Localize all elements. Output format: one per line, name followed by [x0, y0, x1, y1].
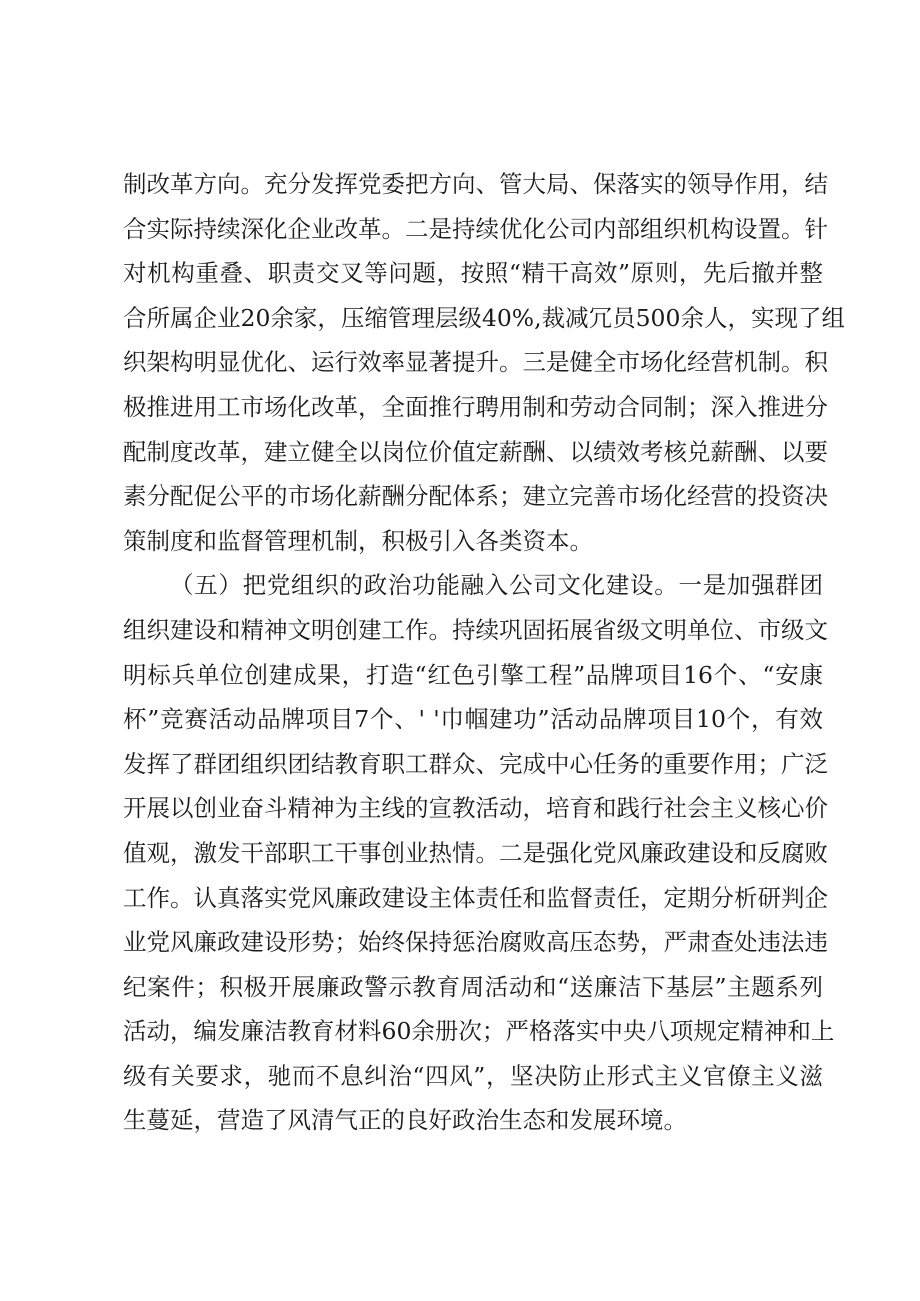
text-line: 极推进用工市场化改革，全面推行聘用制和劳动合同制；深入推进分	[123, 392, 828, 421]
text-line: 策制度和监督管理机制，积极引入各类资本。	[123, 526, 593, 555]
text-line: 开展以创业奋斗精神为主线的宣教活动，培育和践行社会主义核心价	[123, 794, 828, 823]
paragraph-1	[123, 162, 845, 563]
text-line: 发挥了群团组织团结教育职工群众、完成中心任务的重要作用；广泛	[123, 749, 828, 778]
text-line: 组织建设和精神文明创建工作。持续巩固拓展省级文明单位、市级文	[123, 615, 828, 644]
text-line: 值观，激发干部职工干事创业热情。二是强化党风廉政建设和反腐败	[123, 838, 828, 867]
text-line: 合实际持续深化企业改革。二是持续优化公司内部组织机构设置。针	[123, 214, 828, 243]
text-line: 织架构明显优化、运行效率显著提升。三是健全市场化经营机制。积	[123, 348, 828, 377]
text-line: 业党风廉政建设形势；始终保持惩治腐败高压态势，严肃查处违法违	[123, 928, 828, 957]
text-line: 活动，编发廉洁教育材料60余册次；严格落实中央八项规定精神和上	[123, 1017, 835, 1046]
text-line: 制改革方向。充分发挥党委把方向、管大局、保落实的领导作用，结	[123, 170, 828, 198]
text-line: 生蔓延，营造了风清气正的良好政治生态和发展环境。	[123, 1106, 687, 1135]
text-line: 纪案件；积极开展廉政警示教育周活动和“送廉洁下基层”主题系列	[123, 972, 823, 1001]
paragraph-2	[123, 563, 835, 1143]
text-line: 配制度改革，建立健全以岗位价值定薪酬、以绩效考核兑薪酬、以要	[123, 437, 828, 466]
text-line: 素分配促公平的市场化薪酬分配体系；建立完善市场化经营的投资决	[123, 482, 828, 511]
text-line: 对机构重叠、职责交叉等问题，按照“精干高效”原则，先后撤并整	[123, 259, 823, 288]
text-line: 明标兵单位创建成果，打造“红色引擎工程”品牌项目16个、“安康	[123, 660, 823, 689]
text-line: 杯”竞赛活动品牌项目7个、' '巾帼建功”活动品牌项目10个，有效	[123, 705, 823, 734]
section-heading-line: （五）把党组织的政治功能融入公司文化建设。一是加强群团	[170, 571, 823, 600]
text-line: 级有关要求，驰而不息纠治“四风”，坚决防止形式主义官僚主义滋	[123, 1061, 823, 1090]
text-line: 工作。认真落实党风廉政建设主体责任和监督责任，定期分析研判企	[123, 883, 828, 912]
body-text	[123, 162, 845, 1143]
text-line: 合所属企业20余家，压缩管理层级40%,裁减冗员500余人，实现了组	[123, 303, 845, 332]
